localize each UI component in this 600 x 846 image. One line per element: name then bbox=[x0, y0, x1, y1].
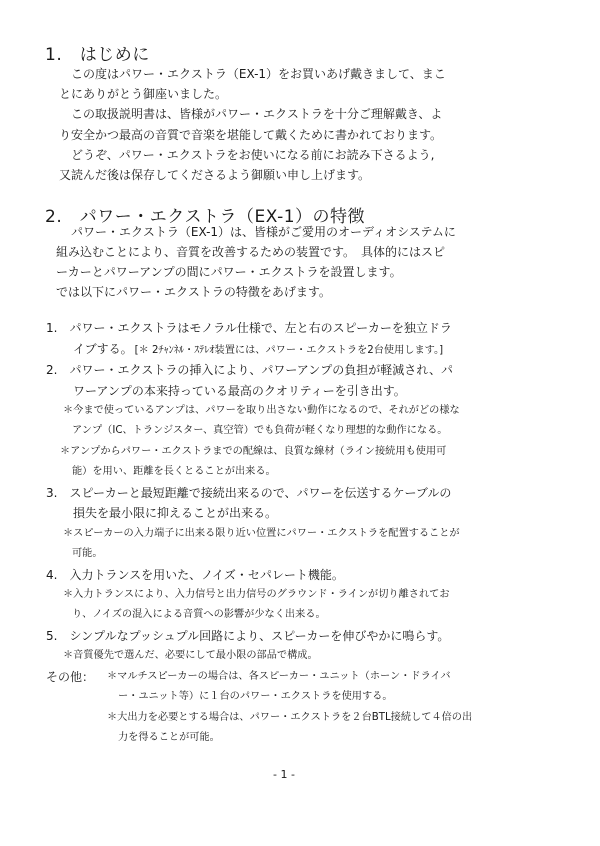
feature2-note2-line2: 能）を用い、距離を長くとることが出来る。 bbox=[72, 466, 276, 477]
others-note2-line1: ＊大出力を必要とする場合は、パワー・エクストラを２台BTL接続して４倍の出 bbox=[107, 712, 473, 723]
section1-p3-line1: どうぞ、パワー・エクストラをお使いになる前にお読み下さるよう, bbox=[71, 148, 435, 162]
feature2-note1-line1: ＊今まで使っているアンプは、パワーを取り出さない動作になるので、それがどの様な bbox=[63, 405, 460, 416]
page-number: - 1 - bbox=[273, 768, 295, 781]
feature3-note1-line1: ＊スピーカーの入力端子に出来る限り近い位置にパワー・エクストラを配置することが bbox=[63, 528, 460, 539]
feature2-line1: 2. パワー・エクストラの挿入により、パワーアンプの負担が軽減され、パ bbox=[46, 363, 453, 377]
section1-p2-line1: この取扱説明書は、皆様がパワー・エクストラを十分ご理解戴き、よ bbox=[71, 107, 443, 121]
others-note1-line2: ー・ユニット等）に１台のパワー・エクストラを使用する。 bbox=[118, 691, 393, 702]
feature2-line2: ワーアンプの本来持っている最高のクオリティーを引き出す。 bbox=[73, 384, 406, 398]
section2-intro-line2: 組み込むことにより、音質を改善するための装置です。 具体的にはスピ bbox=[56, 245, 446, 259]
feature5-line1: 5. シンプルなプッシュプル回路により、スピーカーを伸びやかに鳴らす。 bbox=[46, 629, 450, 643]
feature4-line1: 4. 入力トランスを用いた、ノイズ・セパレート機能。 bbox=[46, 568, 344, 582]
feature5-note1-line1: ＊音質優先で選んだ、必要にして最小限の部品で構成。 bbox=[63, 650, 318, 661]
feature1-line2-main: イブする。 bbox=[73, 342, 133, 356]
feature1-line2 bbox=[73, 341, 443, 358]
others-note1-line1: ＊マルチスピーカーの場合は、各スピーカー・ユニット（ホーン・ドライバ bbox=[107, 671, 451, 682]
others-label: その他： bbox=[46, 670, 95, 684]
others-note2-line2: 力を得ることが可能。 bbox=[118, 732, 220, 743]
section2-heading: 2. パワー・エクストラ（EX-1）の特徴 bbox=[45, 207, 366, 227]
section1-heading: 1. はじめに bbox=[45, 45, 150, 65]
section2-intro-line3: ーカーとパワーアンプの間にパワー・エクストラを設置します。 bbox=[56, 265, 402, 279]
section2-intro-line4: では以下にパワー・エクストラの特徴をあげます。 bbox=[56, 285, 331, 299]
feature4-note1-line2: り、ノイズの混入による音質への影響が少なく出来る。 bbox=[72, 609, 326, 620]
feature3-line2: 損失を最小限に抑えることが出来る。 bbox=[73, 506, 278, 520]
feature2-note2-line1: ＊アンプからパワー・エクストラまでの配線は、良質な線材（ライン接続用も使用可 bbox=[60, 446, 447, 457]
section2-intro-line1: パワー・エクストラ（EX-1）は、皆様がご愛用のオーディオシステムに bbox=[71, 225, 456, 239]
section1-p1-line1: この度はパワー・エクストラ（EX-1）をお買いあげ戴きまして、まこ bbox=[71, 67, 446, 81]
feature1-note: [＊ 2ﾁｬﾝﾈﾙ・ｽﾃﾚｵ装置には、パワー・エクストラを2台使用します。] bbox=[134, 345, 444, 356]
section1-p2-line2: り安全かつ最高の音質で音楽を堪能して戴くために書かれております。 bbox=[59, 128, 443, 142]
feature4-note1-line1: ＊入力トランスにより、入力信号と出力信号のグラウンド・ラインが切り離されてお bbox=[63, 589, 450, 600]
feature3-note1-line2: 可能。 bbox=[72, 548, 103, 559]
section1-p1-line2: とにありがとう御座いました。 bbox=[59, 87, 228, 101]
feature2-note1-line2: アンプ（IC、トランジスター、真空管）でも負荷が軽くなり理想的な動作になる。 bbox=[72, 425, 448, 436]
feature1-line1: 1. パワー・エクストラはモノラル仕様で、左と右のスピーカーを独立ドラ bbox=[46, 321, 452, 335]
feature3-line1: 3. スピーカーと最短距離で接続出来るので、パワーを伝送するケーブルの bbox=[46, 486, 452, 500]
section1-p3-line2: 又読んだ後は保存してくださるよう御願い申し上げます。 bbox=[59, 168, 371, 182]
